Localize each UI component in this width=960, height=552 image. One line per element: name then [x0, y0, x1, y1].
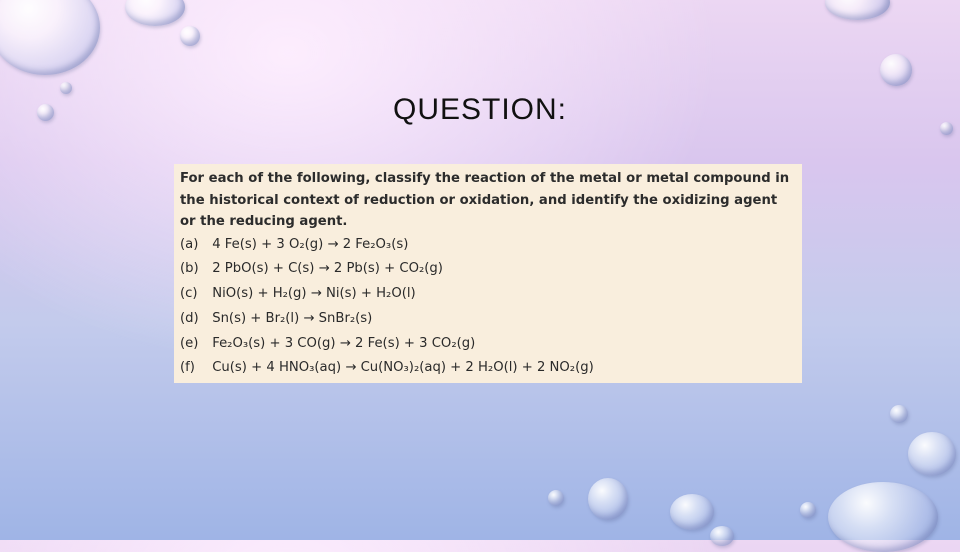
water-droplet-decoration: [825, 0, 890, 20]
water-droplet-decoration: [548, 490, 564, 506]
question-prompt: For each of the following, classify the reaction of the metal or metal compound in the historical context of reduction or oxidation, and identify the oxidizing agent or the reducing agent.: [180, 171, 790, 229]
water-droplet-decoration: [710, 526, 734, 546]
reaction-item: [180, 257, 796, 282]
water-droplet-decoration: [880, 54, 912, 86]
reaction-label: (e): [180, 335, 199, 351]
reaction-item: [180, 282, 796, 307]
reaction-item: [180, 233, 796, 258]
reaction-item: [180, 356, 796, 381]
reaction-item: [180, 307, 796, 332]
water-droplet-decoration: [800, 502, 816, 518]
question-text-box: [174, 164, 802, 383]
reaction-equation: NiO(s) + H₂(g) → Ni(s) + H₂O(l): [212, 286, 416, 302]
reaction-equation: Sn(s) + Br₂(l) → SnBr₂(s): [212, 310, 373, 326]
water-droplet-decoration: [828, 482, 938, 552]
reaction-label: (d): [180, 310, 199, 326]
slide-title: QUESTION:: [392, 93, 567, 126]
water-droplet-decoration: [588, 478, 628, 520]
reaction-equation: Fe₂O₃(s) + 3 CO(g) → 2 Fe(s) + 3 CO₂(g): [212, 335, 476, 351]
reaction-equation: 2 PbO(s) + C(s) → 2 Pb(s) + CO₂(g): [212, 261, 443, 277]
water-droplet-decoration: [125, 0, 185, 26]
water-droplet-decoration: [180, 26, 200, 46]
reaction-equation: 4 Fe(s) + 3 O₂(g) → 2 Fe₂O₃(s): [212, 236, 409, 252]
water-droplet-decoration: [908, 432, 956, 476]
reaction-label: (c): [180, 286, 198, 302]
reaction-label: (b): [180, 261, 199, 277]
reaction-label: (a): [180, 236, 199, 252]
reaction-item: [180, 332, 796, 357]
reaction-label: (f): [180, 360, 195, 376]
water-droplet-decoration: [890, 405, 908, 423]
water-droplet-decoration: [0, 0, 100, 75]
reaction-equation: Cu(s) + 4 HNO₃(aq) → Cu(NO₃)₂(aq) + 2 H₂O(l) + 2 NO₂(g): [212, 360, 594, 376]
water-droplet-decoration: [670, 494, 714, 530]
